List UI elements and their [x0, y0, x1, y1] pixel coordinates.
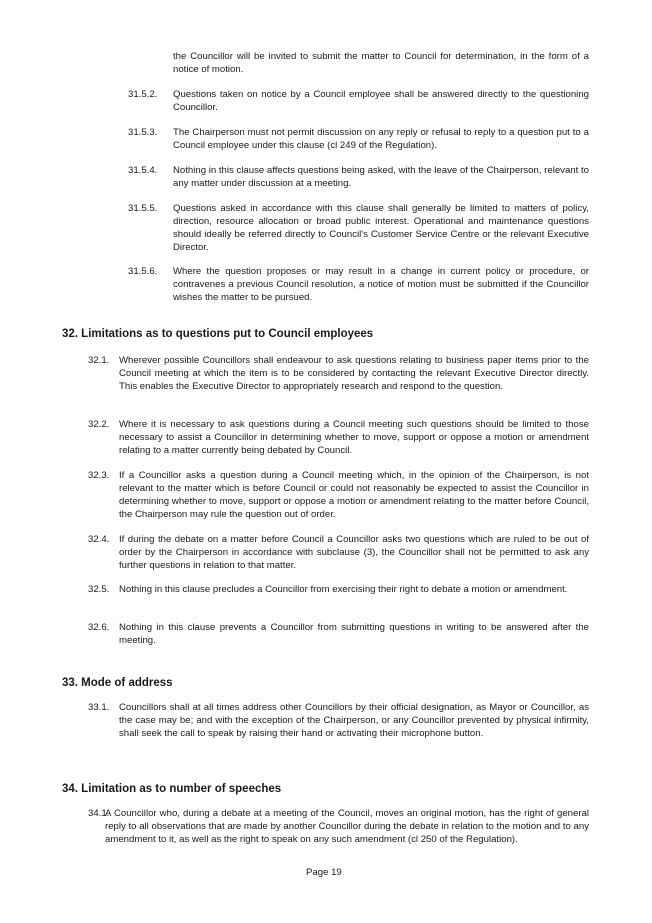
clause-text: Nothing in this clause precludes a Councillor from exercising their right to debate a motion or amendment.	[119, 584, 568, 595]
section-heading: 32. Limitations as to questions put to Council employees	[62, 328, 374, 340]
intro-paragraph: the Councillor will be invited to submit the matter to Council for determination, in the form of a notice of motion.	[173, 51, 589, 76]
clause-number: 32.6.	[88, 622, 110, 633]
clause-text: A Councillor who, during a debate at a meeting of the Council, moves an original motion, has the right of general reply to all observations that are made by another Councillor during the debate in relation to the motion and to any amendment to it, as well as the right to speak on any such amendment (cl 250 of the Regulation).	[105, 808, 589, 846]
clause-text: Nothing in this clause prevents a Councillor from submitting questions in writing to be answered after the meeting.	[119, 622, 589, 647]
clause-number: 32.4.	[88, 534, 110, 545]
clause-text: Wherever possible Councillors shall endeavour to ask questions relating to business paper items prior to the Council meeting at which the item is to be considered by contacting the relevant Executive Director directly. This enables the Executive Director to appropriately research and respond to the question.	[119, 355, 589, 393]
clause-number: 31.5.5.	[128, 203, 158, 214]
clause-text: Where it is necessary to ask questions during a Council meeting such questions should be limited to those necessary to assist a Councillor in determining whether to move, support or oppose a motion or amendment relating to a matter currently being debated by Council.	[119, 419, 589, 457]
clause-number: 31.5.2.	[128, 89, 158, 100]
page-number: Page 19	[306, 867, 342, 878]
clause-number: 32.5.	[88, 584, 110, 595]
clause-number: 33.1.	[88, 702, 110, 713]
clause-number: 34.1.	[88, 808, 110, 819]
clause-text: If during the debate on a matter before Council a Councillor asks two questions which are ruled to be out of order by the Chairperson in accordance with subclause (3), the Councillor shall not be permitted to ask any further questions in relation to that matter.	[119, 534, 589, 572]
clause-number: 32.1.	[88, 355, 110, 366]
clause-number: 31.5.3.	[128, 127, 158, 138]
clause-number: 32.3.	[88, 470, 110, 481]
section-heading: 33. Mode of address	[62, 677, 173, 689]
clause-text: Where the question proposes or may result in a change in current policy or procedure, or contravenes a previous Council resolution, a notice of motion must be submitted if the Councillor wishes the matter to be pursued.	[173, 266, 589, 304]
clause-text: Questions taken on notice by a Council employee shall be answered directly to the questioning Councillor.	[173, 89, 589, 114]
clause-text: The Chairperson must not permit discussion on any reply or refusal to reply to a question put to a Council employee under this clause (cl 249 of the Regulation).	[173, 127, 589, 152]
clause-text: If a Councillor asks a question during a Council meeting which, in the opinion of the Chairperson, is not relevant to the matter which is before Council or could not reasonably be expected to assist the Councillor in determining whether to move, support or oppose a motion or amendment relating to the matter before Council, the Chairperson may rule the question out of order.	[119, 470, 589, 521]
clause-number: 31.5.6.	[128, 266, 158, 277]
clause-text: Questions asked in accordance with this clause shall generally be limited to matters of policy, direction, resource allocation or broad public interest. Operational and maintenance questions should ideally be referred directly to Council's Customer Service Centre or the relevant Executive Director.	[173, 203, 589, 254]
section-heading: 34. Limitation as to number of speeches	[62, 783, 282, 795]
clause-number: 31.5.4.	[128, 165, 158, 176]
clause-text: Councillors shall at all times address other Councillors by their official designation, as Mayor or Councillor, as the case may be; and with the exception of the Chairperson, or any Councillor prevented by physical infirmity, shall seek the call to speak by raising their hand or activating their microphone button.	[119, 702, 589, 740]
clause-number: 32.2.	[88, 419, 110, 430]
clause-text: Nothing in this clause affects questions being asked, with the leave of the Chairperson, relevant to any matter under discussion at a meeting.	[173, 165, 589, 190]
